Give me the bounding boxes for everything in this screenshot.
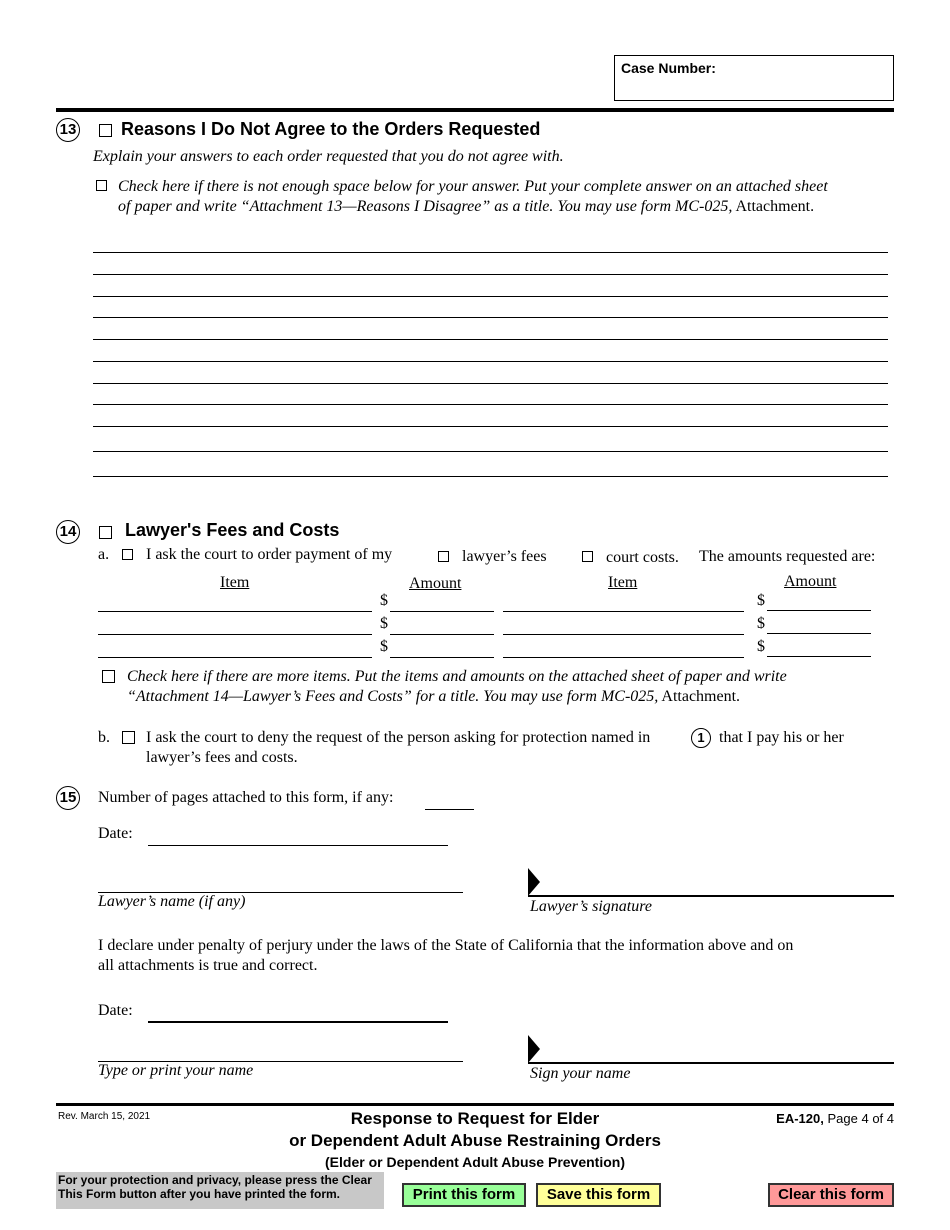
court-costs-label: court costs. xyxy=(606,549,679,566)
section-13-space-checkbox[interactable] xyxy=(96,180,107,191)
form-title-line-2: or Dependent Adult Abuse Restraining Orders xyxy=(289,1131,661,1150)
section-14b-checkbox[interactable] xyxy=(122,731,135,744)
section-13-space-text-2 xyxy=(118,198,814,216)
answer-line xyxy=(93,361,888,362)
form-id xyxy=(730,1111,894,1126)
revision-date: Rev. March 15, 2021 xyxy=(58,1111,151,1122)
item-field-right[interactable] xyxy=(503,611,744,612)
form-title-line-1: Response to Request for Elder xyxy=(350,1109,600,1128)
declaration-line-2: all attachments is true and correct. xyxy=(98,957,318,974)
date-field-2[interactable] xyxy=(148,1021,448,1023)
section-13-answer-area[interactable] xyxy=(93,240,888,480)
section-14b-text-after: that I pay his or her xyxy=(719,729,844,746)
date-field-1[interactable] xyxy=(148,845,448,846)
pages-attached-field[interactable] xyxy=(425,809,474,810)
item-field-right[interactable] xyxy=(503,634,744,635)
save-form-button[interactable]: Save this form xyxy=(536,1183,661,1207)
section-15-number: 15 xyxy=(56,786,80,810)
section-14b-text: I ask the court to deny the request of the person asking for protection named in xyxy=(146,729,651,746)
footer-rule xyxy=(56,1103,894,1106)
amount-field-right[interactable] xyxy=(767,633,871,634)
section-1-reference: 1 xyxy=(691,728,711,748)
dollar-sign: $ xyxy=(757,592,765,609)
dollar-sign: $ xyxy=(757,638,765,655)
amount-field-right[interactable] xyxy=(767,610,871,611)
answer-line xyxy=(93,451,888,452)
form-number: EA-120, xyxy=(776,1111,824,1126)
section-13-space-text-1: Check here if there is not enough space below for your answer. Put your complete answer on an attached sheet xyxy=(118,178,828,195)
print-form-button[interactable]: Print this form xyxy=(402,1183,526,1207)
amount-field-right[interactable] xyxy=(767,656,871,657)
privacy-notice-line-2: This Form button after you have printed the form. xyxy=(58,1187,341,1201)
amounts-requested-text: The amounts requested are: xyxy=(699,548,876,565)
section-13-instruction: Explain your answers to each order requested that you do not agree with. xyxy=(93,148,564,165)
section-14-number: 14 xyxy=(56,520,80,544)
lawyer-signature-field[interactable] xyxy=(528,895,894,897)
answer-line xyxy=(93,339,888,340)
section-13-space-text-2-italic: of paper and write “Attachment 13—Reasons I Disagree” as a title. You may use form MC-025, xyxy=(118,198,733,215)
lawyers-fees-label: lawyer’s fees xyxy=(462,548,547,565)
answer-line xyxy=(93,404,888,405)
amount-field-left[interactable] xyxy=(390,634,494,635)
more-items-text-1: Check here if there are more items. Put the items and amounts on the attached sheet of paper and write xyxy=(127,668,787,685)
section-14-title: Lawyer's Fees and Costs xyxy=(125,520,340,540)
case-number-box[interactable] xyxy=(614,55,894,101)
dollar-sign: $ xyxy=(380,638,388,655)
section-14a-text: I ask the court to order payment of my xyxy=(146,546,393,563)
item-field-left[interactable] xyxy=(98,611,372,612)
signature-arrow-icon xyxy=(528,1035,540,1063)
form-subtitle: (Elder or Dependent Adult Abuse Prevention) xyxy=(325,1154,625,1170)
more-items-text-2 xyxy=(127,688,740,706)
item-field-left[interactable] xyxy=(98,634,372,635)
dollar-sign: $ xyxy=(757,615,765,632)
more-items-suffix: Attachment. xyxy=(661,688,741,705)
answer-line xyxy=(93,426,888,427)
item-field-right[interactable] xyxy=(503,657,744,658)
section-14-checkbox[interactable] xyxy=(99,526,112,539)
section-14a-label: a. xyxy=(98,546,110,563)
answer-line xyxy=(93,296,888,297)
col-item-header-left: Item xyxy=(220,574,250,591)
more-items-text-2-italic: “Attachment 14—Lawyer’s Fees and Costs” for a title. You may use form MC-025, xyxy=(127,688,659,705)
lawyer-signature-caption: Lawyer’s signature xyxy=(530,898,652,915)
declaration-line-1: I declare under penalty of perjury under the laws of the State of California that the information above and on xyxy=(98,937,794,954)
clear-form-button[interactable]: Clear this form xyxy=(768,1183,894,1207)
section-13-checkbox[interactable] xyxy=(99,124,112,137)
col-item-header-right: Item xyxy=(608,574,638,591)
privacy-notice xyxy=(56,1172,384,1209)
answer-line xyxy=(93,317,888,318)
case-number-label: Case Number: xyxy=(621,60,716,76)
dollar-sign: $ xyxy=(380,615,388,632)
lawyers-fees-checkbox[interactable] xyxy=(438,551,449,562)
col-amount-header-left: Amount xyxy=(409,575,462,592)
sign-name-field[interactable] xyxy=(528,1062,894,1064)
answer-line xyxy=(93,383,888,384)
pages-attached-text: Number of pages attached to this form, if any: xyxy=(98,789,394,806)
item-field-left[interactable] xyxy=(98,657,372,658)
court-costs-checkbox[interactable] xyxy=(582,551,593,562)
amount-field-left[interactable] xyxy=(390,611,494,612)
section-13-title: Reasons I Do Not Agree to the Orders Requested xyxy=(121,119,541,139)
print-name-caption: Type or print your name xyxy=(98,1062,254,1079)
signature-arrow-icon xyxy=(528,868,540,896)
answer-line xyxy=(93,274,888,275)
amount-field-left[interactable] xyxy=(390,657,494,658)
more-items-checkbox[interactable] xyxy=(102,670,115,683)
section-14a-checkbox[interactable] xyxy=(122,549,133,560)
col-amount-header-right: Amount xyxy=(784,573,837,590)
answer-line xyxy=(93,252,888,253)
date-label-2: Date: xyxy=(98,1002,133,1019)
section-14b-label: b. xyxy=(98,729,110,746)
answer-line xyxy=(93,476,888,477)
form-title xyxy=(200,1108,750,1172)
page-count: Page 4 of 4 xyxy=(827,1111,894,1126)
privacy-notice-line-1: For your protection and privacy, please press the Clear xyxy=(58,1173,372,1187)
lawyer-name-caption: Lawyer’s name (if any) xyxy=(98,893,246,910)
section-13-number: 13 xyxy=(56,118,80,142)
date-label-1: Date: xyxy=(98,825,133,842)
sign-name-caption: Sign your name xyxy=(530,1065,631,1082)
section-14b-text-line2: lawyer’s fees and costs. xyxy=(146,749,298,766)
section-13-space-suffix: Attachment. xyxy=(735,198,815,215)
dollar-sign: $ xyxy=(380,592,388,609)
top-rule xyxy=(56,108,894,112)
